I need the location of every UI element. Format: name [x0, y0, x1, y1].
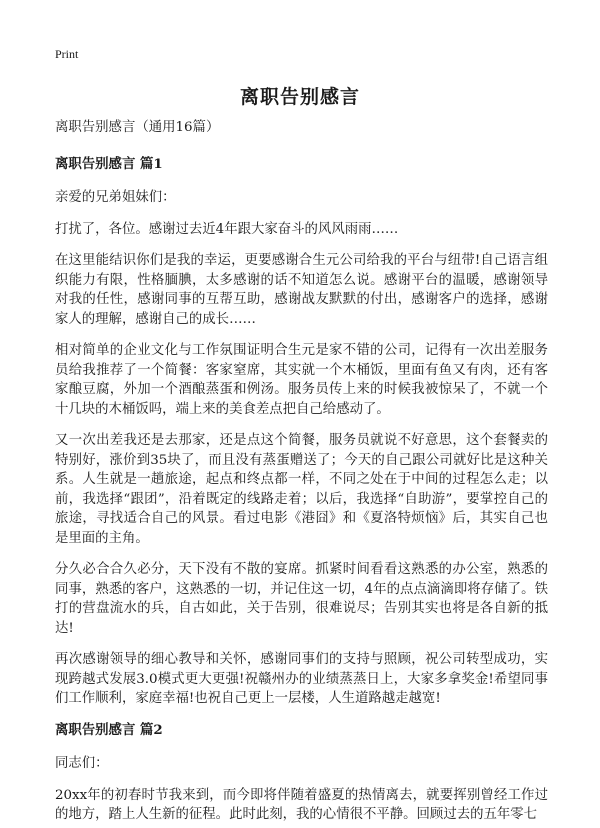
paragraph: 在这里能结识你们是我的幸运，更要感谢合生元公司给我的平台与纽带!自己语言组织能力有限，性格腼腆，太多感谢的话不知道怎么说。感谢平台的温暖，感谢领导对我的任性，感谢同事的互帮互助，感谢战友默默的付出，感谢客户的选择，感谢家人的理解，感谢自己的成长……	[55, 253, 548, 327]
paragraph: 又一次出差我还是去那家，还是点这个简餐，服务员就说不好意思，这个套餐卖的特别好，涨价到35块了，而且没有蒸蛋赠送了；今天的自己跟公司就好比是这种关系。人生就是一趟旅途，起点和终点都一样，不同之处在于中间的过程怎么走；以前，我选择“跟团”，沿着既定的线路走着；以后，我选择“自助游”，要掌控自己的旅途，寻找适合自己的风景。看过电影《港囧》和《夏洛特烦恼》后，其实自己也是里面的主角。	[55, 433, 548, 546]
paragraph: 同志们：	[55, 756, 109, 771]
document-subtitle: 离职告别感言（通用16篇）	[55, 120, 220, 135]
section-2	[55, 721, 548, 825]
section-1	[55, 155, 548, 709]
page-title: 离职告别感言	[239, 86, 360, 108]
paragraph: 亲爱的兄弟姐妹们：	[55, 190, 176, 205]
paragraph: 20xx年的初春时节我来到，而今即将伴随着盛夏的热情离去，就要挥别曾经工作过的地方，踏上人生新的征程。此时此刻，我的心情很不平静。回顾过去的五年零七	[55, 787, 548, 822]
paragraph: 打扰了，各位。感谢过去近4年跟大家奋斗的风风雨雨……	[55, 221, 399, 237]
print-label: Print	[55, 47, 79, 61]
document-body	[55, 118, 548, 828]
section-heading: 离职告别感言 篇2	[55, 721, 163, 738]
paragraph: 分久必合合久必分，天下没有不散的宴席。抓紧时间看看这熟悉的办公室，熟悉的同事，熟悉的客户，这熟悉的一切，并记住这一切，4年的点点滴滴即将存储了。铁打的营盘流水的兵，自古如此，关于告别，很难说尽；告别其实也将是各自新的抵达!	[55, 562, 548, 636]
paragraph: 再次感谢领导的细心教导和关怀，感谢同事们的支持与照顾，祝公司转型成功，实现跨越式发展3.0模式更大更强!祝赣州办的业绩蒸蒸日上，大家多拿奖金!希望同事们工作顺利，家庭幸福!也祝自己更上一层楼，人生道路越走越宽!	[55, 652, 548, 706]
section-heading: 离职告别感言 篇1	[55, 155, 163, 172]
paragraph: 相对简单的企业文化与工作氛围证明合生元是家不错的公司，记得有一次出差服务员给我推荐了一个简餐：客家窒席，其实就一个木桶饭，里面有鱼又有肉，还有客家酿豆腐，外加一个酒酿蒸蛋和例汤。服务员传上来的时候我被惊呆了，不就一个十几块的木桶饭吗，端上来的美食差点把自己给感动了。	[55, 343, 548, 417]
